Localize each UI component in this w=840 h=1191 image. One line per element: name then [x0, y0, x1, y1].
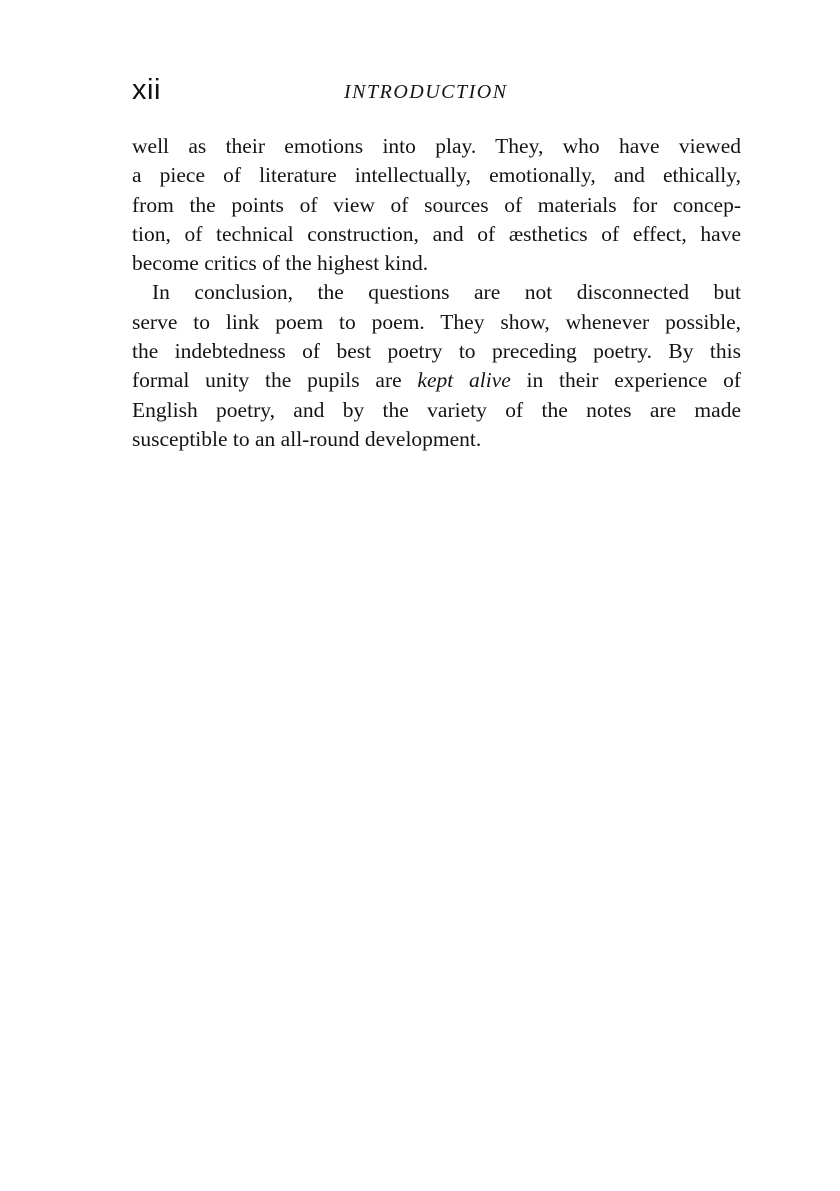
text-line-with-emphasis — [132, 366, 741, 395]
emphasis-text: kept alive — [417, 368, 511, 393]
page-number: xii — [132, 74, 161, 106]
text-fragment: formal unity the pupils are — [132, 368, 418, 393]
text-line: become critics of the highest kind. — [132, 251, 429, 276]
text-line: English poetry, and by the variety of the notes are made — [132, 397, 741, 422]
text-line: tion, of technical construction, and of æsthetics of effect, have — [132, 221, 741, 246]
text-fragment: in their experience of — [510, 368, 741, 393]
text-line: serve to link poem to poem. They show, whenever possible, — [132, 309, 741, 334]
text-line: the indebtedness of best poetry to preceding poetry. By this — [132, 339, 741, 364]
text-line: a piece of literature intellectually, emotionally, and ethically, — [132, 163, 741, 188]
running-head: INTRODUCTION — [344, 81, 508, 103]
text-line: susceptible to an all-round development. — [132, 426, 482, 451]
text-line: In conclusion, the questions are not disconnected but — [152, 280, 741, 305]
text-line: from the points of view of sources of materials for concep- — [132, 192, 741, 217]
body-text — [132, 132, 741, 454]
text-line: well as their emotions into play. They, who have viewed — [132, 134, 741, 158]
